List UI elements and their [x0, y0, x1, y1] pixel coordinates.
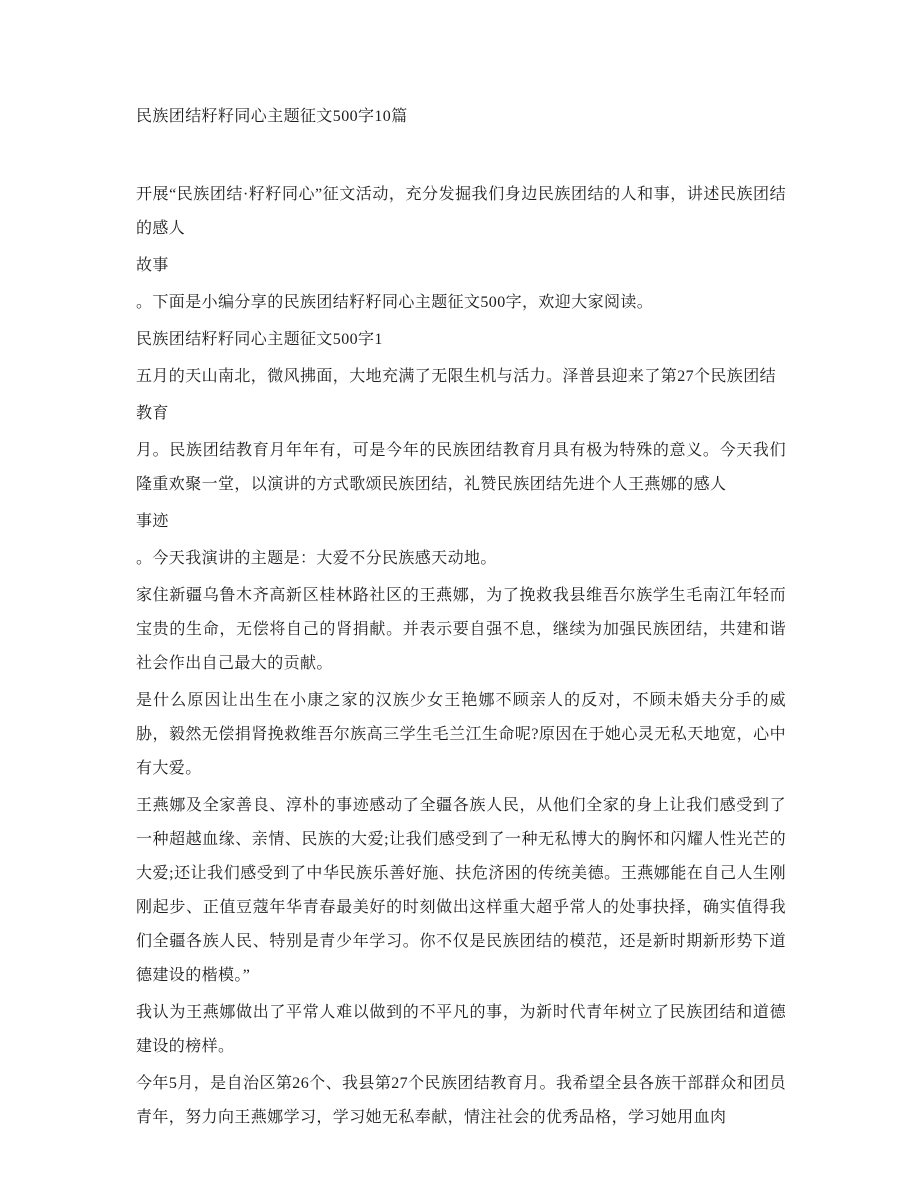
paragraph: 今年5月，是自治区第26个、我县第27个民族团结教育月。我希望全县各族干部群众和团员青年，努力向王燕娜学习，学习她无私奉献，情注社会的优秀品格，学习她用血肉	[136, 1075, 786, 1126]
paragraph: 故事	[136, 257, 169, 274]
paragraph: 家住新疆乌鲁木齐高新区桂林路社区的王燕娜，为了挽救我县维吾尔族学生毛南江年轻而宝贵的生命，无偿将自己的肾捐献。并表示要自强不息，继续为加强民族团结，共建和谐社会作出自己最大的贡献。	[136, 587, 786, 672]
paragraph: 教育	[136, 405, 169, 422]
paragraph: 月。民族团结教育月年年有，可是今年的民族团结教育月具有极为特殊的意义。今天我们隆重欢聚一堂，以演讲的方式歌颂民族团结，礼赞民族团结先进个人王燕娜的感人	[136, 442, 786, 493]
paragraph: 我认为王燕娜做出了平常人难以做到的不平凡的事，为新时代青年树立了民族团结和道德建设的榜样。	[136, 1004, 786, 1055]
paragraph: 民族团结籽籽同心主题征文500字1	[136, 331, 383, 348]
document-title: 民族团结籽籽同心主题征文500字10篇	[136, 108, 408, 125]
paragraph: 。下面是小编分享的民族团结籽籽同心主题征文500字，欢迎大家阅读。	[136, 294, 654, 311]
paragraph: 开展“民族团结·籽籽同心”征文活动，充分发掘我们身边民族团结的人和事，讲述民族团结的感人	[136, 186, 786, 237]
paragraph: 王燕娜及全家善良、淳朴的事迹感动了全疆各族人民，从他们全家的身上让我们感受到了一种超越血缘、亲情、民族的大爱;让我们感受到了一种无私博大的胸怀和闪耀人性光芒的大爱;还让我们感受到了中华民族乐善好施、扶危济困的传统美德。王燕娜能在自己人生刚刚起步、正值豆蔻年华青春最美好的时刻做出这样重大超乎常人的处事抉择，确实值得我们全疆各族人民、特别是青少年学习。你不仅是民族团结的模范，还是新时期新形势下道德建设的楷模。”	[136, 797, 786, 984]
paragraph: 五月的天山南北，微风拂面，大地充满了无限生机与活力。泽普县迎来了第27个民族团结	[136, 368, 777, 385]
paragraph: 是什么原因让出生在小康之家的汉族少女王艳娜不顾亲人的反对，不顾未婚夫分手的威胁，毅然无偿捐肾挽救维吾尔族高三学生毛兰江生命呢?原因在于她心灵无私天地宽，心中有大爱。	[136, 692, 786, 777]
paragraph: 事迹	[136, 513, 169, 530]
paragraph: 。今天我演讲的主题是：大爱不分民族感天动地。	[136, 550, 497, 567]
